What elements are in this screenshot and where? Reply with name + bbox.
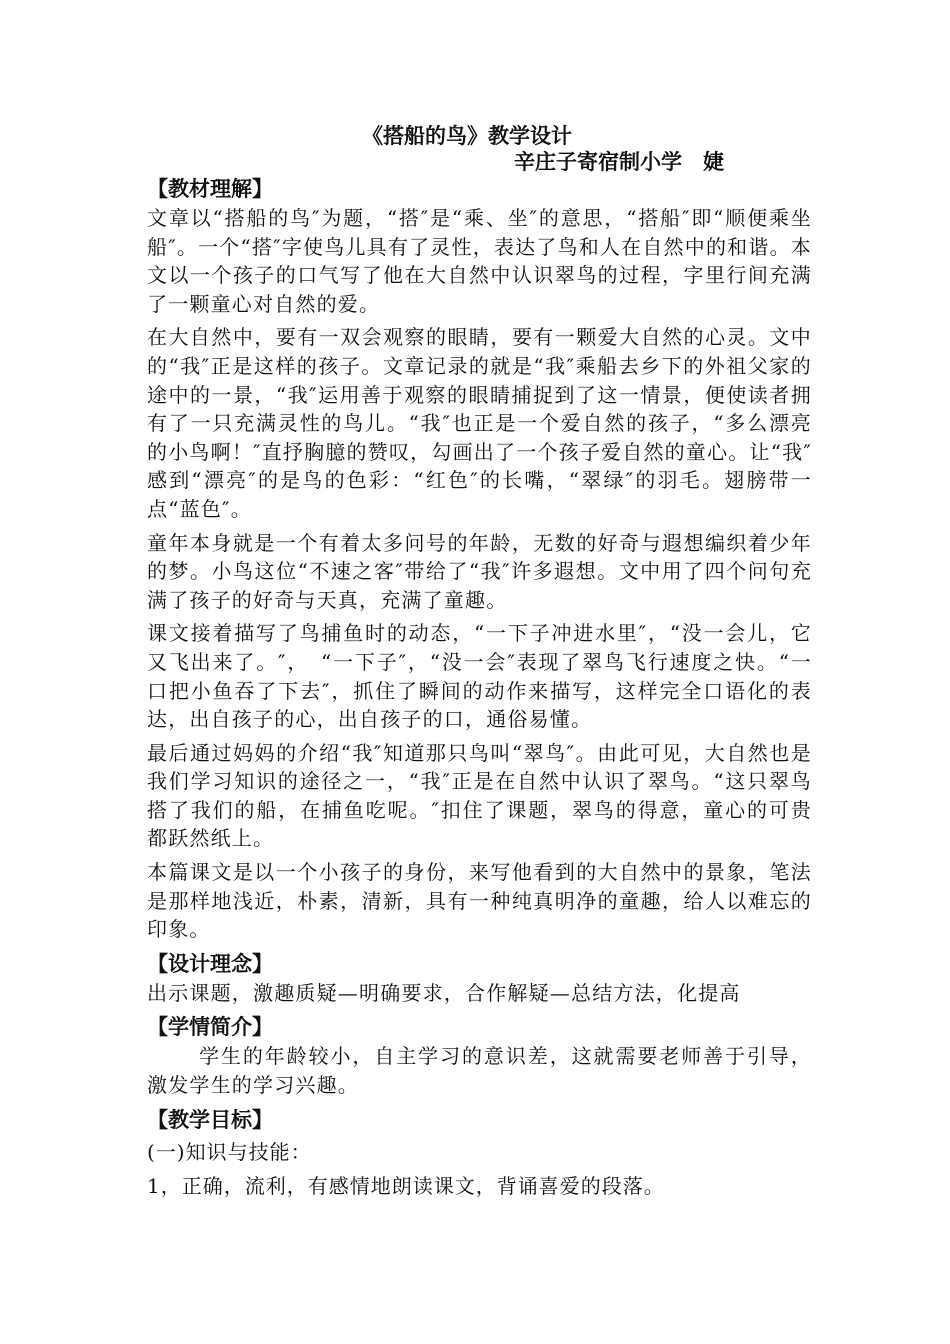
goal-item: 1，正确，流利，有感情地朗读课文，背诵喜爱的段落。 xyxy=(147,1173,665,1198)
paragraph: 最后通过妈妈的介绍“我″知道那只鸟叫“翠鸟″。由此可见，大自然也是我们学习知识的途径之一，“我″正是在自然中认识了翠鸟。“这只翠鸟搭了我们的船，在捕鱼吃呢。″扣住了课题，翠鸟的得意，童心的可贵都跃然纸上。 xyxy=(147,740,812,851)
goal-item: (一)知识与技能： xyxy=(147,1139,312,1164)
section-heading: 【学情简介】 xyxy=(147,1014,273,1040)
section-heading: 【教学目标】 xyxy=(147,1106,273,1132)
section-heading: 【设计理念】 xyxy=(147,950,273,976)
section-textbook-understanding xyxy=(147,174,812,944)
section-teaching-goals xyxy=(147,1105,812,1203)
section-design-concept xyxy=(147,949,812,1008)
paragraph: 本篇课文是以一个小孩子的身份，来写他看到的大自然中的景象，笔法是那样地浅近，朴素，清新，具有一种纯真明净的童趣，给人以难忘的印象。 xyxy=(147,860,812,942)
document-body xyxy=(147,174,812,1203)
document-title: 《搭船的鸟》教学设计 xyxy=(362,123,572,148)
paragraph: 文章以“搭船的鸟″为题，“搭″是“乘、坐″的意思，“搭船″即“顺便乘坐船″。一个“搭″字使鸟儿具有了灵性，表达了鸟和人在自然中的和谐。本文以一个孩子的口气写了他在大自然中认识翠鸟的过程，字里行间充满了一颗童心对自然的爱。 xyxy=(147,206,812,316)
paragraph: 在大自然中，要有一双会观察的眼睛，要有一颗爱大自然的心灵。文中的“我″正是这样的孩子。文章记录的就是“我″乘船去乡下的外祖父家的途中的一景，“我″运用善于观察的眼睛捕捉到了这一情景，便使读者拥有了一只充满灵性的鸟儿。“我″也正是一个爱自然的孩子，“多么漂亮的小鸟啊！″直抒胸臆的赞叹，勾画出了一个孩子爱自然的童心。让“我″感到“漂亮″的是鸟的色彩：“红色″的长嘴，“翠绿″的羽毛。翅膀带一点“蓝色″。 xyxy=(147,325,812,521)
paragraph: 出示课题，激趣质疑—明确要求，合作解疑—总结方法，化提高 xyxy=(147,980,741,1005)
paragraph: 学生的年龄较小，自主学习的意识差，这就需要老师善于引导，激发学生的学习兴趣。 xyxy=(147,1044,812,1098)
section-heading: 【教材理解】 xyxy=(147,176,273,201)
paragraph: 童年本身就是一个有着太多问号的年龄，无数的好奇与遐想编织着少年的梦。小鸟这位“不速之客″带给了“我″许多遐想。文中用了四个问句充满了孩子的好奇与天真，充满了童趣。 xyxy=(147,530,812,612)
document-author: 辛庄子寄宿制小学 婕 xyxy=(514,149,724,174)
paragraph: 课文接着描写了鸟捕鱼时的动态，“一下子冲进水里″，“没一会儿，它又飞出来了。″， “一下子″，“没一会″表现了翠鸟飞行速度之快。“一口把小鱼吞了下去″，抓住了瞬间的动作来描写，这样完全口语化的表达，出自孩子的心，出自孩子的口，通俗易懂。 xyxy=(147,621,812,732)
section-student-profile xyxy=(147,1012,812,1099)
